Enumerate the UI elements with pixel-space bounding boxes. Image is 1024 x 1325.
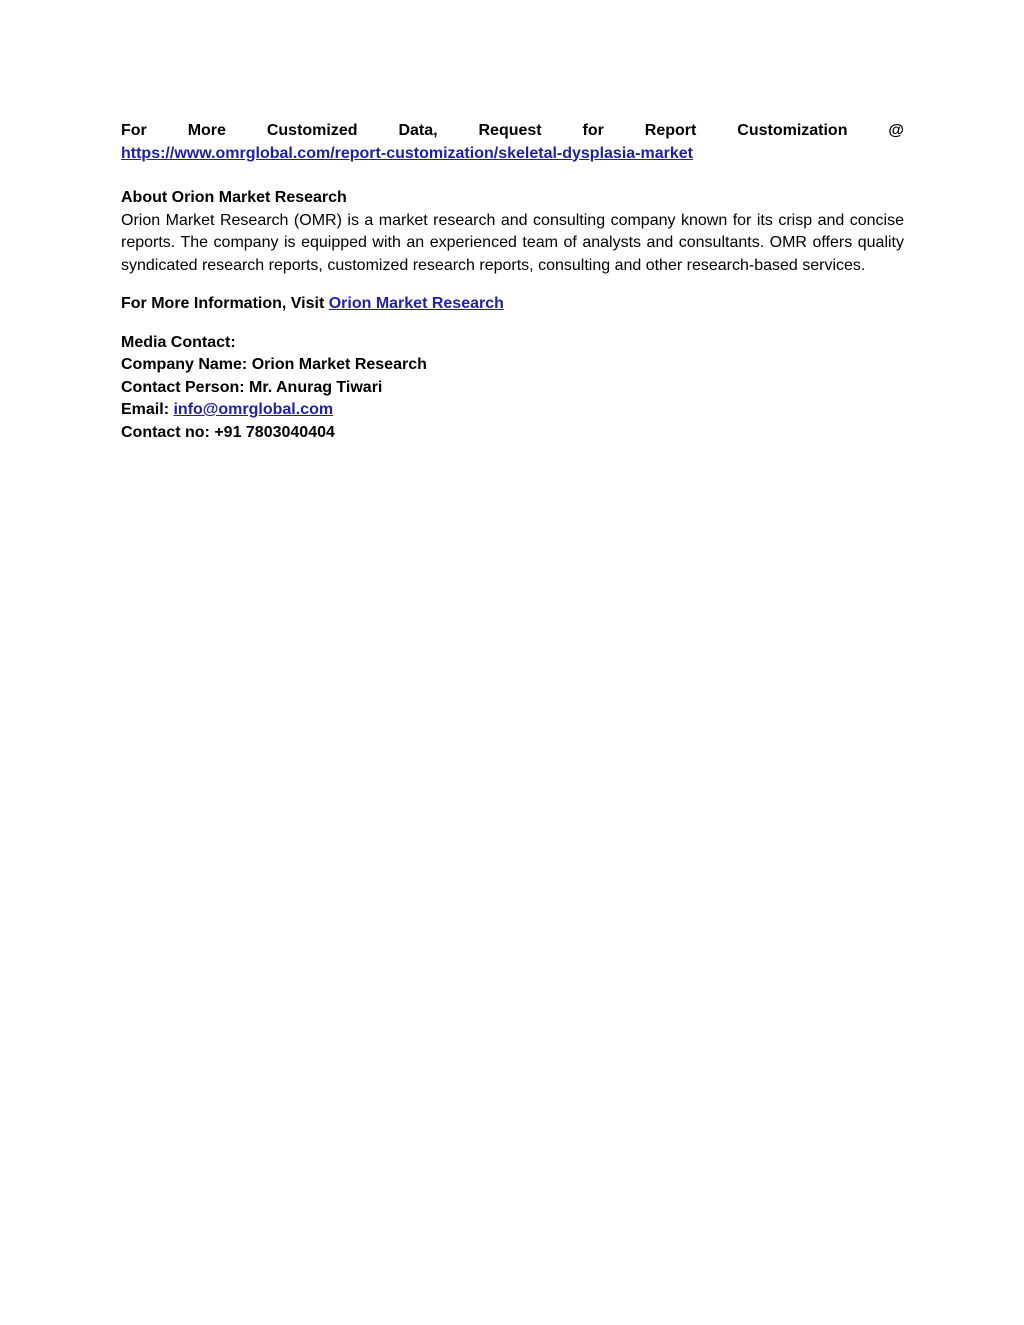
contact-person-line: Contact Person: Mr. Anurag Tiwari	[121, 378, 383, 396]
customization-url-link[interactable]: https://www.omrglobal.com/report-customization/skeletal-dysplasia-market	[121, 144, 693, 162]
media-contact-block	[121, 332, 904, 445]
email-line	[121, 399, 904, 422]
media-contact-heading: Media Contact:	[121, 333, 236, 351]
email-link[interactable]: info@omrglobal.com	[173, 401, 334, 418]
contact-number-line: Contact no: +91 7803040404	[121, 423, 335, 441]
customization-url-line	[121, 143, 904, 166]
about-body: Orion Market Research (OMR) is a market research and consulting company known for its crisp and concise reports. The company is equipped with an experienced team of analysts and consultants. OMR offers quality syndicated research reports, customized research reports, consulting and other research-based services.	[121, 211, 904, 274]
customization-lead-text: For More Customized Data, Request for Report Customization @	[121, 122, 904, 139]
about-heading: About Orion Market Research	[121, 189, 347, 206]
more-info-line	[121, 293, 904, 316]
company-name-line: Company Name: Orion Market Research	[121, 356, 427, 373]
document-page	[121, 120, 904, 444]
more-info-prefix: For More Information, Visit	[121, 295, 329, 312]
orion-market-research-link[interactable]: Orion Market Research	[328, 295, 504, 312]
email-label: Email:	[121, 401, 174, 418]
